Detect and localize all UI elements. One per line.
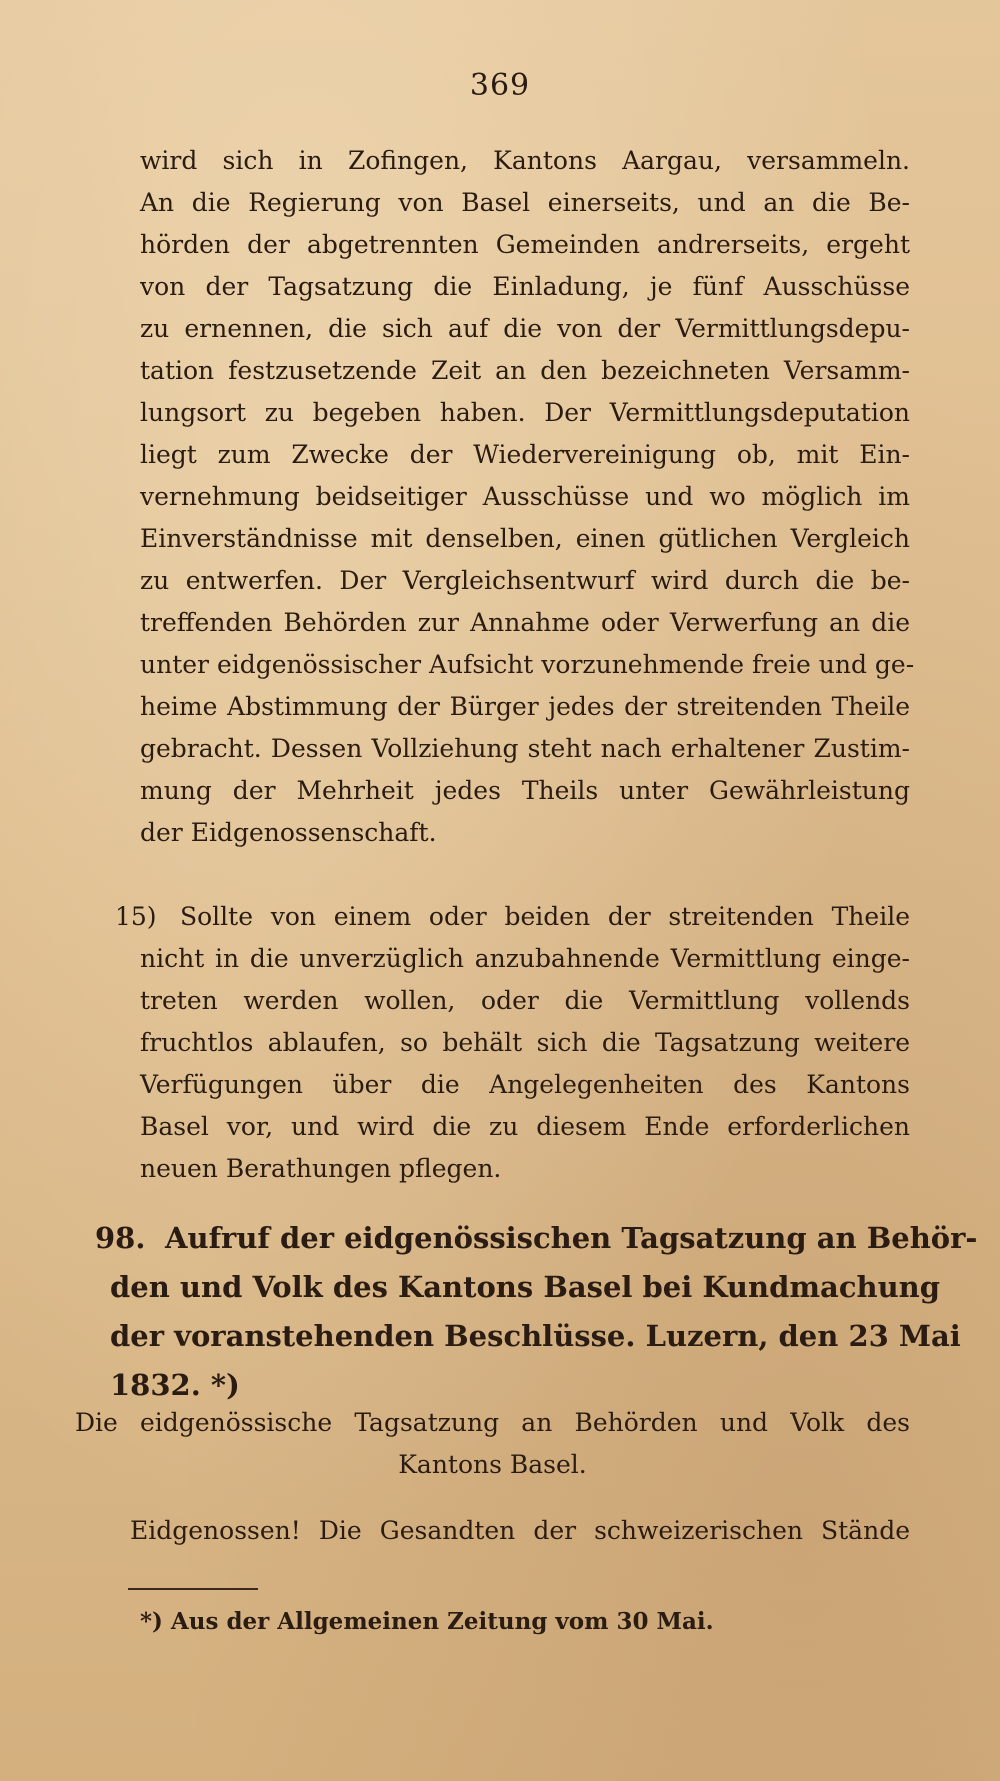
section-98-title-cont <box>110 1263 961 1410</box>
text-line: Eidgenossen! Die Gesandten der schweizerischen Stände <box>130 1516 910 1545</box>
heading-line: Die eidgenössische Tagsatzung an Behörden und Volk des <box>75 1408 910 1437</box>
text-line: gebracht. Dessen Vollziehung steht nach erhaltener Zustim- <box>140 734 910 763</box>
text-line: neuen Berathungen pflegen. <box>140 1154 502 1183</box>
text-line: wird sich in Zofingen, Kantons Aargau, versammeln. <box>140 146 910 175</box>
text-line: liegt zum Zwecke der Wiedervereinigung ob, mit Ein- <box>140 440 910 469</box>
text-line: unter eidgenössischer Aufsicht vorzunehmende freie und ge- <box>140 650 915 679</box>
text-line: der Eidgenossenschaft. <box>140 818 437 847</box>
text-line: fruchtlos ablaufen, so behält sich die Tagsatzung weitere <box>140 1028 910 1057</box>
heading-line: Kantons Basel. <box>398 1450 587 1479</box>
text-line: den und Volk des Kantons Basel bei Kundmachung <box>110 1270 941 1304</box>
section-98-title <box>165 1214 978 1263</box>
text-line: Einverständnisse mit denselben, einen gütlichen Vergleich <box>140 524 910 553</box>
page-number: 369 <box>469 68 531 103</box>
text-line: Aufruf der eidgenössischen Tagsatzung an Behör- <box>165 1221 978 1255</box>
text-line: nicht in die unverzüglich anzubahnende Vermittlung einge- <box>140 944 910 973</box>
paragraph-15-body <box>140 938 910 1190</box>
address-opening <box>130 1510 910 1552</box>
text-line: hörden der abgetrennten Gemeinden andrerseits, ergeht <box>140 230 910 259</box>
section-number-98: 98. <box>95 1221 146 1255</box>
text-line: treffenden Behörden zur Annahme oder Verwerfung an die <box>140 608 910 637</box>
footnote-rule <box>128 1588 258 1590</box>
paragraph-continuation <box>140 140 915 854</box>
text-line: zu entwerfen. Der Vergleichsentwurf wird durch die be- <box>140 566 910 595</box>
text-line: heime Abstimmung der Bürger jedes der streitenden Theile <box>140 692 910 721</box>
text-line: An die Regierung von Basel einerseits, und an die Be- <box>140 188 910 217</box>
text-line: mung der Mehrheit jedes Theils unter Gewährleistung <box>140 776 910 805</box>
text-line: von der Tagsatzung die Einladung, je fünf Ausschüsse <box>140 272 910 301</box>
footnote: *) Aus der Allgemeinen Zeitung vom 30 Mai. <box>140 1608 714 1635</box>
text-line: Sollte von einem oder beiden der streitenden Theile <box>180 902 910 931</box>
text-line: 1832. *) <box>110 1368 240 1402</box>
text-line: vernehmung beidseitiger Ausschüsse und wo möglich im <box>140 482 910 511</box>
text-line: tation festzusetzende Zeit an den bezeichneten Versamm- <box>140 356 910 385</box>
text-line: Verfügungen über die Angelegenheiten des Kantons <box>140 1070 910 1099</box>
document-heading <box>75 1402 910 1486</box>
paragraph-number-15: 15) <box>115 902 157 931</box>
text-line: treten werden wollen, oder die Vermittlung vollends <box>140 986 910 1015</box>
text-line: Basel vor, und wird die zu diesem Ende erforderlichen <box>140 1112 910 1141</box>
text-line: zu ernennen, die sich auf die von der Vermittlungsdepu- <box>140 314 910 343</box>
text-line: lungsort zu begeben haben. Der Vermittlungsdeputation <box>140 398 910 427</box>
paragraph-15 <box>180 896 910 938</box>
text-line: der voranstehenden Beschlüsse. Luzern, den 23 Mai <box>110 1319 961 1353</box>
